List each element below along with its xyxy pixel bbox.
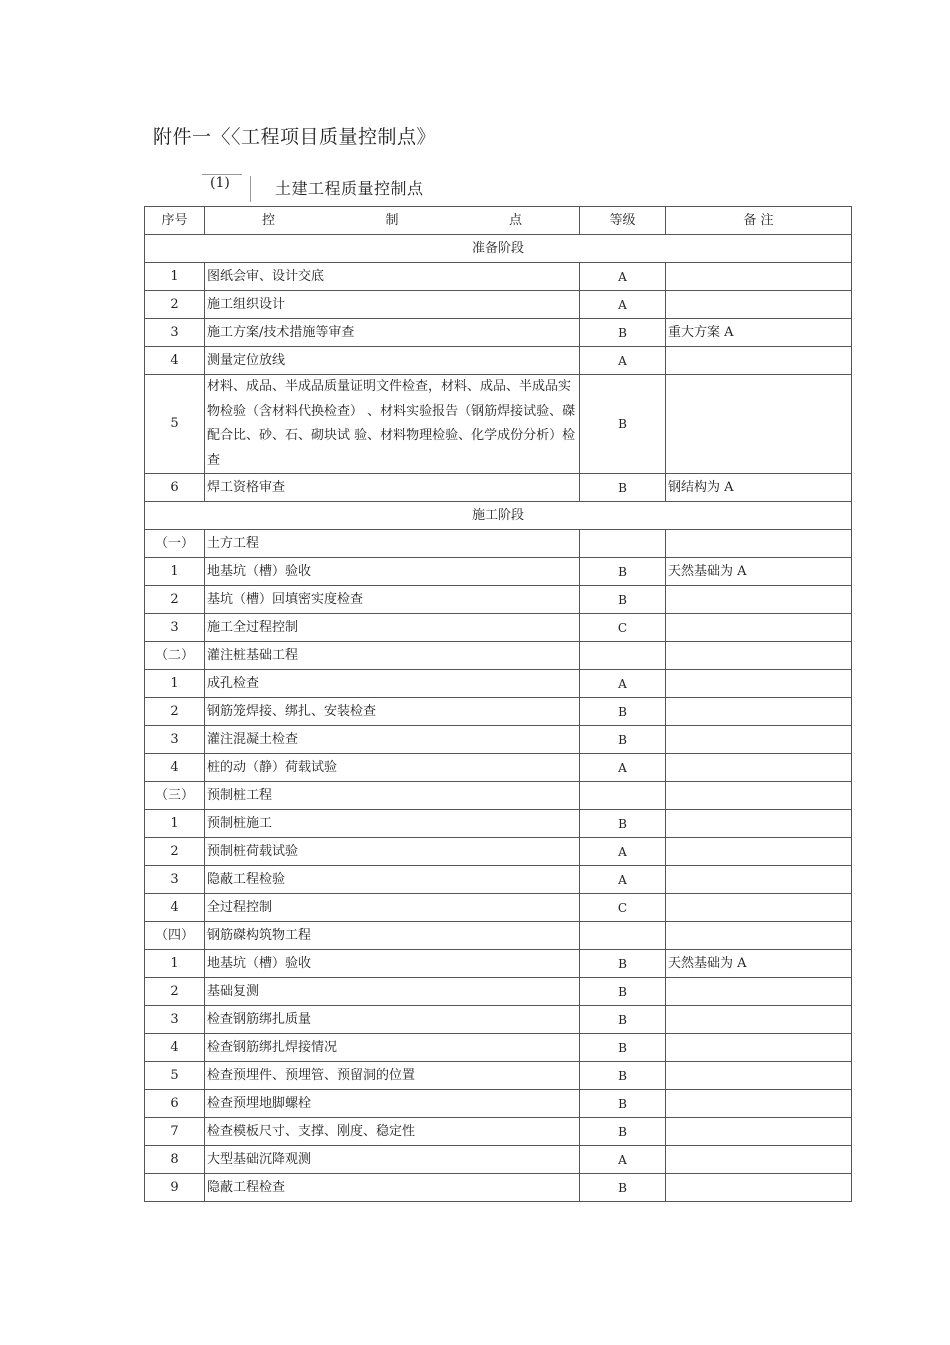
row-number: 6 [145, 474, 205, 502]
row-note [666, 614, 852, 642]
row-grade: A [580, 754, 666, 782]
group-row [145, 782, 852, 810]
group-title: 土方工程 [205, 530, 580, 558]
group-number: （二） [145, 642, 205, 670]
row-number: 2 [145, 586, 205, 614]
row-number: 2 [145, 291, 205, 319]
row-control-point: 检查钢筋绑扎焊接情况 [205, 1034, 580, 1062]
row-number: 1 [145, 950, 205, 978]
row-note [666, 1006, 852, 1034]
table-row [145, 347, 852, 375]
group-row [145, 530, 852, 558]
row-control-point: 施工全过程控制 [205, 614, 580, 642]
stage-label: 准备阶段 [145, 235, 852, 263]
row-grade: B [580, 978, 666, 1006]
table-row [145, 978, 852, 1006]
row-number: 2 [145, 698, 205, 726]
quality-control-table [144, 206, 852, 1202]
row-note [666, 726, 852, 754]
row-control-point: 检查预埋地脚螺栓 [205, 1090, 580, 1118]
row-number: 1 [145, 670, 205, 698]
row-control-point: 基坑（槽）回填密实度检查 [205, 586, 580, 614]
group-note [666, 922, 852, 950]
group-note [666, 642, 852, 670]
row-control-point: 检查钢筋绑扎质量 [205, 1006, 580, 1034]
row-note: 钢结构为 A [666, 474, 852, 502]
group-title: 预制桩工程 [205, 782, 580, 810]
row-number: 2 [145, 978, 205, 1006]
table-row [145, 670, 852, 698]
row-grade: B [580, 810, 666, 838]
group-grade [580, 642, 666, 670]
row-note [666, 698, 852, 726]
table-row [145, 894, 852, 922]
row-grade: A [580, 263, 666, 291]
stage-row [145, 502, 852, 530]
row-number: 4 [145, 347, 205, 375]
row-note [666, 1090, 852, 1118]
group-number: （三） [145, 782, 205, 810]
row-control-point: 隐蔽工程检验 [205, 866, 580, 894]
table-row [145, 1174, 852, 1202]
row-grade: B [580, 1034, 666, 1062]
row-grade: B [580, 726, 666, 754]
row-note [666, 1174, 852, 1202]
row-grade: A [580, 291, 666, 319]
table-row [145, 810, 852, 838]
table-row [145, 291, 852, 319]
row-note: 天然基础为 A [666, 950, 852, 978]
row-note: 天然基础为 A [666, 558, 852, 586]
row-control-point: 测量定位放线 [205, 347, 580, 375]
row-note [666, 1146, 852, 1174]
row-number: 4 [145, 1034, 205, 1062]
table-row [145, 474, 852, 502]
section-number: (1) [202, 174, 242, 191]
group-number: （四） [145, 922, 205, 950]
row-control-point: 图纸会审、设计交底 [205, 263, 580, 291]
table-row [145, 375, 852, 474]
table-row [145, 1034, 852, 1062]
row-note [666, 586, 852, 614]
row-control-point: 焊工资格审查 [205, 474, 580, 502]
table-row [145, 726, 852, 754]
table-row [145, 319, 852, 347]
row-control-point: 材料、成品、半成品质量证明文件检查，材料、成品、半成品实物检验（含材料代换检查） 、材料实验报告（钢筋焊接试验、磔配合比、砂、石、砌块试 验、材料物理检验、化学成份分析）检查 [205, 375, 580, 474]
row-note [666, 838, 852, 866]
row-number: 1 [145, 558, 205, 586]
row-control-point: 灌注混凝土检查 [205, 726, 580, 754]
table-row [145, 1090, 852, 1118]
table-row [145, 586, 852, 614]
table-row [145, 950, 852, 978]
row-grade: C [580, 614, 666, 642]
group-grade [580, 782, 666, 810]
group-grade [580, 922, 666, 950]
row-grade: B [580, 319, 666, 347]
row-note [666, 754, 852, 782]
section-divider [250, 176, 251, 202]
row-note [666, 670, 852, 698]
table-row [145, 1062, 852, 1090]
table-row [145, 698, 852, 726]
row-note [666, 810, 852, 838]
header-point-char: 控 [262, 212, 276, 228]
row-control-point: 全过程控制 [205, 894, 580, 922]
row-grade: B [580, 1174, 666, 1202]
group-note [666, 530, 852, 558]
row-control-point: 桩的动（静）荷载试验 [205, 754, 580, 782]
row-control-point: 施工组织设计 [205, 291, 580, 319]
group-number: （一） [145, 530, 205, 558]
row-grade: B [580, 1118, 666, 1146]
stage-row [145, 235, 852, 263]
row-number: 2 [145, 838, 205, 866]
row-grade: B [580, 474, 666, 502]
group-title: 钢筋磔构筑物工程 [205, 922, 580, 950]
row-control-point: 预制桩施工 [205, 810, 580, 838]
group-row [145, 922, 852, 950]
row-grade: B [580, 558, 666, 586]
row-grade: A [580, 347, 666, 375]
row-control-point: 检查预埋件、预埋管、预留洞的位置 [205, 1062, 580, 1090]
row-control-point: 施工方案/技术措施等审查 [205, 319, 580, 347]
row-control-point: 地基坑（槽）验收 [205, 950, 580, 978]
header-no: 序号 [145, 207, 205, 235]
header-point [205, 207, 580, 235]
group-grade [580, 530, 666, 558]
header-grade: 等级 [580, 207, 666, 235]
row-note [666, 978, 852, 1006]
table-row [145, 838, 852, 866]
table-header-row [145, 207, 852, 235]
row-number: 3 [145, 614, 205, 642]
row-control-point: 检查模板尺寸、支撑、刚度、稳定性 [205, 1118, 580, 1146]
row-grade: A [580, 1146, 666, 1174]
row-grade: A [580, 670, 666, 698]
row-note [666, 1062, 852, 1090]
table-body [145, 235, 852, 1202]
header-point-char: 制 [385, 212, 399, 228]
row-grade: B [580, 1062, 666, 1090]
table-row [145, 263, 852, 291]
row-number: 5 [145, 375, 205, 474]
table-row [145, 754, 852, 782]
row-note [666, 1118, 852, 1146]
section-title: 土建工程质量控制点 [275, 179, 424, 198]
row-number: 1 [145, 810, 205, 838]
row-grade: A [580, 838, 666, 866]
row-number: 1 [145, 263, 205, 291]
row-number: 8 [145, 1146, 205, 1174]
header-point-char: 点 [508, 212, 522, 228]
document-title: 附件一〈〈工程项目质量控制点》 [153, 126, 437, 148]
row-number: 3 [145, 726, 205, 754]
row-control-point: 成孔检查 [205, 670, 580, 698]
row-number: 3 [145, 866, 205, 894]
table-row [145, 1146, 852, 1174]
table-row [145, 1118, 852, 1146]
row-control-point: 隐蔽工程检查 [205, 1174, 580, 1202]
row-grade: C [580, 894, 666, 922]
row-grade: B [580, 1006, 666, 1034]
row-number: 4 [145, 754, 205, 782]
group-title: 灌注桩基础工程 [205, 642, 580, 670]
row-control-point: 基础复测 [205, 978, 580, 1006]
table-row [145, 866, 852, 894]
row-note [666, 263, 852, 291]
row-control-point: 地基坑（槽）验收 [205, 558, 580, 586]
row-note [666, 375, 852, 474]
row-number: 3 [145, 319, 205, 347]
row-number: 6 [145, 1090, 205, 1118]
row-note [666, 347, 852, 375]
row-control-point: 钢筋笼焊接、绑扎、安装检查 [205, 698, 580, 726]
row-grade: B [580, 375, 666, 474]
row-note [666, 866, 852, 894]
row-grade: B [580, 698, 666, 726]
row-grade: B [580, 586, 666, 614]
row-note [666, 291, 852, 319]
row-number: 7 [145, 1118, 205, 1146]
group-row [145, 642, 852, 670]
row-number: 3 [145, 1006, 205, 1034]
row-control-point: 预制桩荷载试验 [205, 838, 580, 866]
row-control-point: 大型基础沉降观测 [205, 1146, 580, 1174]
row-note: 重大方案 A [666, 319, 852, 347]
row-grade: B [580, 950, 666, 978]
header-note: 备 注 [666, 207, 852, 235]
stage-label: 施工阶段 [145, 502, 852, 530]
table-row [145, 558, 852, 586]
row-note [666, 894, 852, 922]
row-grade: B [580, 1090, 666, 1118]
group-note [666, 782, 852, 810]
row-grade: A [580, 866, 666, 894]
row-note [666, 1034, 852, 1062]
row-number: 5 [145, 1062, 205, 1090]
table-row [145, 1006, 852, 1034]
row-number: 4 [145, 894, 205, 922]
table-row [145, 614, 852, 642]
row-number: 9 [145, 1174, 205, 1202]
